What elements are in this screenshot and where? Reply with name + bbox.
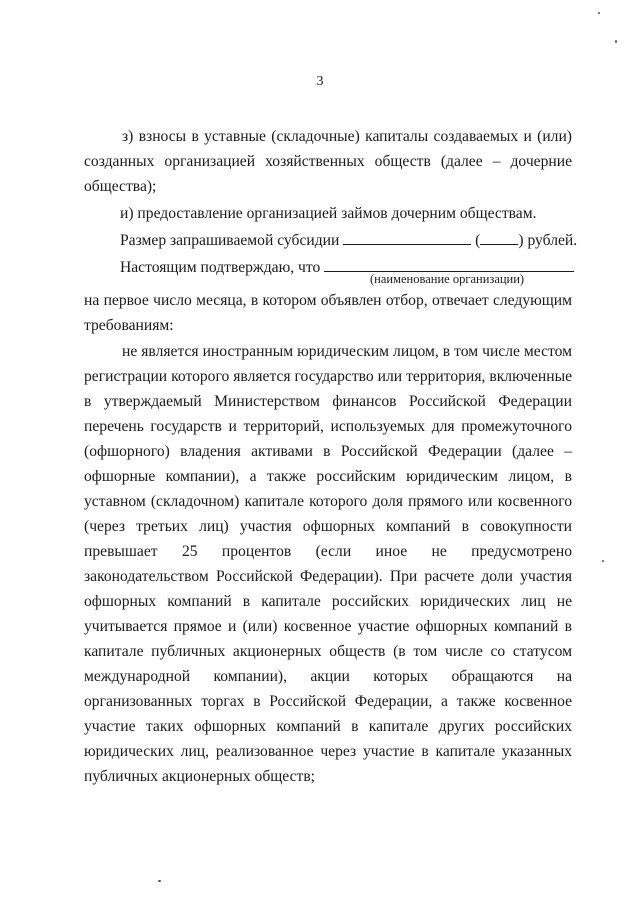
- subsidy-label: Размер запрашиваемой субсидии: [120, 232, 340, 249]
- subsidy-rubles-label: ) рублей.: [518, 232, 578, 249]
- requirement-block: [84, 339, 572, 789]
- page-number: 3: [316, 74, 324, 89]
- scan-speck: [602, 560, 604, 562]
- item-z-paragraph: з) взносы в уставные (складочные) капиталы создаваемых и (или) созданных организацией хозяйственных обществ (далее – дочерние общества);: [84, 128, 572, 195]
- subsidy-line: [120, 230, 577, 250]
- scan-speck: [598, 12, 600, 14]
- organization-name-blank: [324, 257, 574, 272]
- organization-name-caption: (наименование организации): [370, 272, 525, 286]
- subsidy-amount-blank: [343, 230, 471, 245]
- scan-speck: [158, 880, 161, 882]
- confirmation-continuation: на первое число месяца, в котором объявлен отбор, отвечает следующим требованиям:: [84, 292, 572, 334]
- item-i-paragraph: и) предоставление организацией займов дочерним обществам.: [120, 205, 537, 222]
- confirmation-text: Настоящим подтверждаю, что: [120, 259, 321, 276]
- item-i-line: [120, 205, 537, 223]
- subsidy-open-paren: (: [475, 232, 481, 249]
- scan-speck: [615, 40, 617, 43]
- item-z-block: [84, 124, 572, 199]
- subsidy-words-blank: [480, 230, 518, 245]
- confirmation-continuation-block: [84, 288, 572, 338]
- requirement-paragraph: не является иностранным юридическим лицом, в том числе местом регистрации которого является государство или территория, включенные в утверждаемый Министерством финансов Российской Федерации перечень государств и территорий, используемых для промежуточного (офшорного) владения активами в Российской Федерации (далее – офшорные компании), а также российским юридическим лицом, в уставном (складочном) капитале которого доля прямого или косвенного (через третьих лиц) участия офшорных компаний в совокупности превышает 25 процентов (если иное не предусмотрено законодательством Российской Федерации). При расчете доли участия офшорных компаний в капитале российских юридических лиц не учитывается прямое и (или) косвенное участие офшорных компаний в капитале публичных акционерных обществ (в том числе со статусом международной компании), акции которых обращаются на организованных торгах в Российской Федерации, а также косвенное участие таких офшорных компаний в капитале других российских юридических лиц, реализованное через участие в капитале указанных публичных акционерных обществ;: [84, 343, 572, 785]
